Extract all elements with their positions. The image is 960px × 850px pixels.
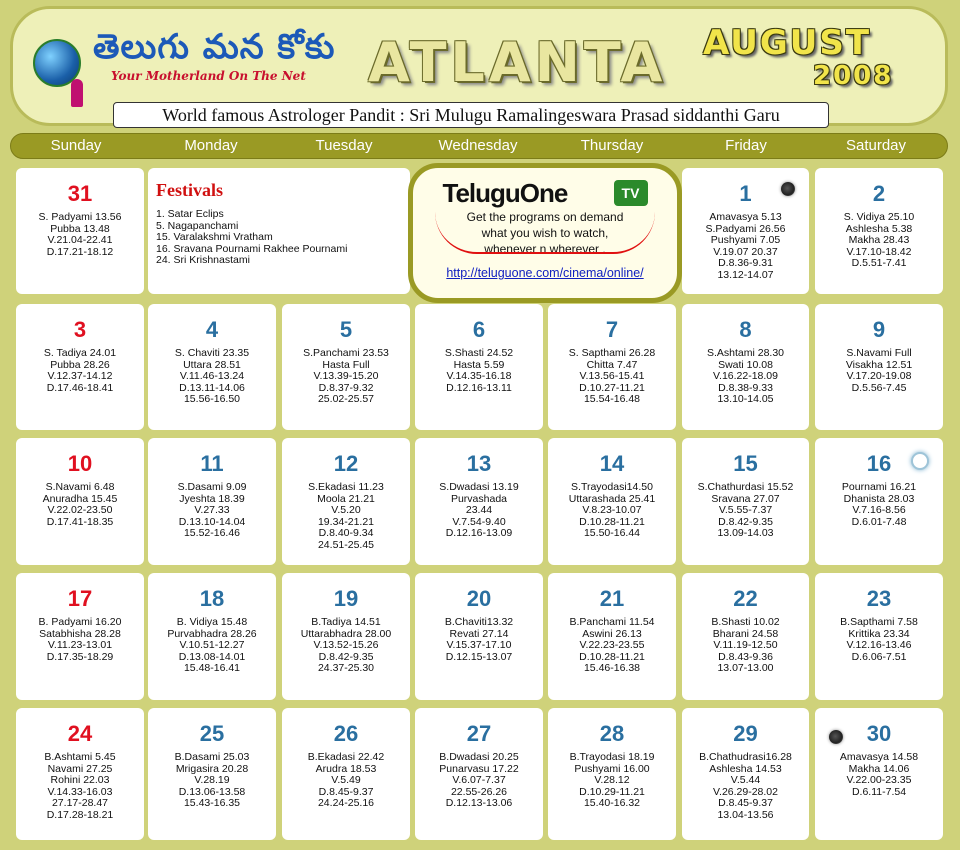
day-number: 18 — [199, 586, 225, 611]
day-panchang — [16, 212, 144, 258]
panchang-line: Bharani 24.58 — [712, 627, 779, 640]
day-number: 26 — [333, 721, 359, 746]
panchang-line: B.Dwadasi 20.25 — [439, 751, 519, 763]
panchang-line: V.14.35-16.18 — [446, 370, 512, 382]
weekday-header — [10, 133, 948, 159]
day-cell-22 — [682, 573, 809, 700]
panchang-line: B.Tadiya 14.51 — [311, 616, 381, 628]
panchang-line: V.22.02-23.50 — [47, 504, 113, 516]
panchang-line: V.13.52-15.26 — [313, 639, 379, 651]
day-panchang — [682, 617, 809, 675]
panchang-line: V.19.07 20.37 — [713, 245, 778, 258]
day-cell-24 — [16, 708, 144, 840]
day-cell-30 — [815, 708, 943, 840]
panchang-line: D.8.40-9.34 — [318, 527, 374, 539]
panchang-line: D.5.51-7.41 — [851, 257, 907, 269]
day-number: 14 — [599, 451, 625, 476]
panchang-line: Dhanista 28.03 — [843, 492, 915, 505]
day-cell-29 — [682, 708, 809, 840]
day-panchang — [16, 348, 144, 394]
panchang-line: D.17.35-18.29 — [46, 650, 114, 663]
panchang-line: Uttara 28.51 — [183, 358, 241, 371]
panchang-line: 13.09-14.03 — [717, 527, 774, 539]
panchang-line: D.17.21-18.12 — [46, 245, 114, 258]
panchang-line: Satabhisha 28.28 — [39, 627, 121, 640]
panchang-line: S. Tadiya 24.01 — [43, 347, 117, 359]
panchang-line: D.5.56-7.45 — [851, 381, 907, 394]
panchang-line: B.Dasami 25.03 — [174, 751, 250, 763]
day-panchang — [16, 617, 144, 663]
panchang-line: Mrigasira 20.28 — [175, 762, 249, 775]
panchang-line: D.17.28-18.21 — [46, 808, 114, 821]
weekday-saturday: Saturday — [845, 137, 907, 154]
panchang-line: Amavasya 5.13 — [709, 211, 782, 223]
panchang-line: S. Sapthami 26.28 — [568, 347, 656, 359]
day-number: 22 — [733, 586, 758, 611]
panchang-line: D.8.45-9.37 — [718, 797, 773, 809]
day-cell-31 — [16, 168, 144, 294]
day-cell-5 — [282, 304, 410, 430]
panchang-line: Sravana 27.07 — [711, 492, 780, 505]
day-cell-3 — [16, 304, 144, 430]
panchang-line: Pubba 28.26 — [50, 358, 110, 371]
panchang-line: Uttarashada 25.41 — [568, 492, 656, 505]
day-cell-6 — [415, 304, 543, 430]
day-cell-16 — [815, 438, 943, 565]
new-moon-icon — [829, 730, 843, 744]
panchang-line: S.Ekadasi 11.23 — [308, 481, 384, 493]
day-panchang — [548, 617, 676, 675]
panchang-line: D.10.28-11.21 — [579, 515, 645, 528]
panchang-line: V.5.20 — [331, 504, 361, 516]
panchang-line: S.Navami 6.48 — [45, 481, 115, 493]
panchang-line: 24.24-25.16 — [317, 797, 375, 809]
day-cell-23 — [815, 573, 943, 700]
day-number: 6 — [472, 317, 486, 342]
day-cell-20 — [415, 573, 543, 700]
panchang-line: D.8.42-9.35 — [318, 650, 374, 663]
day-cell-19 — [282, 573, 410, 700]
site-tagline: Your Motherland On The Net — [111, 69, 306, 83]
panchang-line: 15.52-16.46 — [183, 527, 241, 539]
day-number: 20 — [466, 586, 492, 611]
day-panchang — [282, 617, 410, 675]
panchang-line: B. Vidiya 15.48 — [176, 616, 248, 628]
day-number: 28 — [599, 721, 625, 746]
panchang-line: 22.55-26.26 — [450, 785, 508, 798]
day-number: 15 — [733, 451, 758, 476]
day-cell-26 — [282, 708, 410, 840]
day-cell-27 — [415, 708, 543, 840]
panchang-line: V.22.23-23.55 — [579, 639, 645, 651]
festival-item: 15. Varalakshmi Vratham — [156, 231, 273, 243]
panchang-line: S.Shasti 24.52 — [444, 347, 514, 359]
panchang-line: V.5.55-7.37 — [718, 504, 773, 516]
panchang-line: D.6.06-7.51 — [851, 650, 907, 663]
panchang-line: V.28.19 — [194, 774, 230, 786]
panchang-line: Pushyami 7.05 — [710, 234, 781, 246]
panchang-line: B.Trayodasi 18.19 — [569, 751, 655, 763]
panchang-line: 15.48-16.41 — [183, 662, 241, 674]
panchang-line: Krittika 23.34 — [848, 627, 910, 640]
panchang-line: Makha 28.43 — [848, 234, 910, 246]
day-panchang — [682, 348, 809, 406]
day-number: 4 — [205, 317, 219, 342]
day-number: 8 — [739, 317, 752, 342]
panchang-line: B.Panchami 11.54 — [569, 616, 655, 628]
day-panchang — [682, 752, 809, 821]
panchang-line: V.15.37-17.10 — [446, 639, 512, 651]
panchang-line: V.11.19-12.50 — [713, 639, 778, 651]
day-cell-15 — [682, 438, 809, 565]
header-banner — [10, 6, 948, 126]
panchang-line: 15.46-16.38 — [583, 662, 641, 674]
panchang-line: Anuradha 15.45 — [42, 492, 118, 505]
day-number: 21 — [599, 586, 625, 611]
day-number: 23 — [866, 586, 892, 611]
panchang-line: V.13.39-15.20 — [313, 370, 379, 382]
panchang-line: S.Navami Full — [846, 347, 912, 359]
panchang-line: Jyeshta 18.39 — [179, 492, 245, 505]
panchang-line: D.10.27-11.21 — [579, 381, 645, 394]
weekday-tuesday: Tuesday — [315, 137, 373, 154]
panchang-line: V.17.20-19.08 — [846, 370, 912, 382]
day-number: 10 — [67, 451, 93, 476]
panchang-line: V.7.54-9.40 — [452, 515, 506, 528]
panchang-line: 13.10-14.05 — [717, 393, 774, 405]
day-number: 27 — [466, 721, 492, 746]
day-panchang — [148, 617, 276, 675]
panchang-line: Rohini 22.03 — [50, 774, 110, 786]
day-panchang — [282, 752, 410, 810]
panchang-line: D.6.11-7.54 — [851, 785, 907, 798]
day-panchang — [282, 482, 410, 551]
day-panchang — [415, 617, 543, 663]
panchang-line: 15.54-16.48 — [583, 393, 641, 405]
panchang-line: Swati 10.08 — [718, 358, 773, 371]
panchang-line: B.Chaviti13.32 — [444, 616, 514, 628]
day-number: 11 — [200, 451, 224, 476]
weekday-wednesday: Wednesday — [438, 137, 518, 154]
new-moon-icon — [781, 182, 795, 196]
panchang-line: V.28.12 — [594, 774, 630, 786]
panchang-line: Visakha 12.51 — [845, 358, 913, 371]
festivals-title: Festivals — [156, 180, 223, 200]
day-number: 9 — [872, 317, 886, 342]
day-cell-8 — [682, 304, 809, 430]
panchang-line: V.12.37-14.12 — [47, 370, 113, 382]
festivals-box — [148, 168, 410, 294]
panchang-line: B.Ashtami 5.45 — [44, 751, 116, 763]
panchang-line: 15.43-16.35 — [183, 797, 241, 809]
day-panchang — [815, 752, 943, 798]
day-number: 2 — [872, 181, 886, 206]
full-moon-icon — [911, 452, 929, 470]
day-panchang — [548, 482, 676, 540]
day-panchang — [415, 348, 543, 394]
panchang-line: D.8.38-9.33 — [718, 381, 773, 394]
panchang-line: S.Dwadasi 13.19 — [439, 481, 519, 493]
day-panchang — [148, 752, 276, 810]
panchang-line: D.12.15-13.07 — [445, 650, 513, 663]
day-cell-13 — [415, 438, 543, 565]
panchang-line: V.13.56-15.41 — [579, 370, 645, 382]
panchang-line: Purvabhadra 28.26 — [167, 627, 257, 640]
day-cell-9 — [815, 304, 943, 430]
panchang-line: B.Shasti 10.02 — [711, 616, 780, 628]
day-cell-28 — [548, 708, 676, 840]
panchang-line: 24.37-25.30 — [317, 662, 375, 674]
panchang-line: V.5.44 — [730, 774, 761, 786]
day-number: 16 — [866, 451, 892, 476]
panchang-line: S.Padyami 26.56 — [705, 222, 786, 235]
panchang-line: D.17.46-18.41 — [46, 381, 114, 394]
panchang-line: V.21.04-22.41 — [47, 234, 113, 246]
festival-item: 1. Satar Eclips — [156, 208, 224, 220]
day-panchang — [148, 348, 276, 406]
panchang-line: 15.40-16.32 — [583, 797, 641, 809]
panchang-line: S. Chaviti 23.35 — [174, 347, 250, 359]
day-number: 3 — [73, 317, 87, 342]
tv-icon: TV — [614, 180, 648, 206]
panchang-line: D.8.43-9.36 — [718, 650, 773, 663]
panchang-line: Navami 27.25 — [47, 762, 113, 775]
panchang-line: V.8.23-10.07 — [582, 504, 642, 516]
panchang-line: D.13.06-13.58 — [178, 785, 246, 798]
panchang-line: Aswini 26.13 — [582, 627, 642, 640]
panchang-line: D.8.36-9.31 — [718, 257, 773, 269]
day-panchang — [682, 482, 809, 540]
day-cell-11 — [148, 438, 276, 565]
panchang-line: D.12.13-13.06 — [445, 797, 513, 809]
panchang-line: Punarvasu 17.22 — [439, 762, 519, 775]
day-panchang — [815, 617, 943, 663]
panchang-line: S. Padyami 13.56 — [38, 211, 122, 223]
panchang-line: D.6.01-7.48 — [851, 515, 907, 528]
weekday-friday: Friday — [725, 137, 767, 154]
panchang-line: Moola 21.21 — [317, 492, 375, 505]
panchang-line: D.8.37-9.32 — [318, 381, 374, 394]
panchang-line: V.7.16-8.56 — [852, 504, 906, 516]
panchang-line: D.10.28-11.21 — [579, 650, 645, 663]
panchang-line: V.12.16-13.46 — [846, 639, 912, 651]
festival-item: 24. Sri Krishnastami — [156, 254, 250, 266]
day-panchang — [815, 482, 943, 528]
festival-item: 16. Sravana Pournami Rakhee Pournami — [156, 242, 348, 255]
panchang-line: Amavasya 14.58 — [839, 751, 919, 763]
day-cell-7 — [548, 304, 676, 430]
panchang-line: D.12.16-13.11 — [446, 381, 512, 394]
day-cell-10 — [16, 438, 144, 565]
day-number: 1 — [739, 181, 752, 206]
teluguone-logo-text: TeluguOne — [442, 178, 568, 208]
panchang-line: D.13.10-14.04 — [178, 515, 246, 528]
panchang-line: D.13.11-14.06 — [179, 381, 245, 394]
weekday-monday: Monday — [184, 137, 238, 154]
promo-link[interactable]: http://teluguone.com/cinema/online/ — [446, 266, 644, 280]
panchang-line: Pournami 16.21 — [841, 481, 917, 493]
day-number: 30 — [866, 721, 892, 746]
panchang-line: V.14.33-16.03 — [47, 785, 113, 798]
panchang-line: S.Trayodasi14.50 — [571, 481, 653, 493]
panchang-line: S.Panchami 23.53 — [303, 347, 389, 359]
panchang-line: D.8.42-9.35 — [718, 515, 773, 528]
panchang-line: Chitta 7.47 — [586, 358, 638, 371]
panchang-line: D.12.16-13.09 — [445, 527, 513, 539]
panchang-line: Arudra 18.53 — [315, 762, 377, 775]
panchang-line: B.Chathudrasi16.28 — [699, 751, 792, 763]
panchang-line: V.27.33 — [194, 504, 230, 516]
swoosh-decoration — [435, 212, 655, 254]
panchang-line: Hasta Full — [322, 358, 370, 371]
festivals-list — [156, 209, 410, 267]
promo-line: whenever n wherever . — [484, 242, 606, 256]
day-panchang — [682, 212, 809, 281]
panchang-line: V.5.49 — [331, 774, 361, 786]
day-cell-12 — [282, 438, 410, 565]
day-number: 17 — [67, 586, 93, 611]
astrologer-banner: World famous Astrologer Pandit : Sri Mulugu Ramalingeswara Prasad siddanthi Garu — [113, 102, 829, 128]
day-number: 24 — [67, 721, 93, 746]
panchang-line: Pubba 13.48 — [50, 222, 110, 235]
panchang-line: D.10.29-11.21 — [579, 785, 645, 798]
panchang-line: B. Padyami 16.20 — [38, 616, 122, 628]
panchang-line: 15.50-16.44 — [583, 527, 641, 539]
panchang-line: 23.44 — [465, 504, 493, 516]
panchang-line: Revati 27.14 — [449, 627, 509, 640]
day-number: 29 — [733, 721, 758, 746]
panchang-line: V.6.07-7.37 — [452, 774, 506, 786]
panchang-line: 13.12-14.07 — [717, 268, 774, 281]
promo-line: Get the programs on demand — [466, 210, 624, 224]
day-cell-1 — [682, 168, 809, 294]
panchang-line: D.17.41-18.35 — [46, 515, 114, 528]
panchang-line: B.Sapthami 7.58 — [840, 616, 918, 628]
panchang-line: V.11.46-13.24 — [179, 370, 245, 382]
day-number: 5 — [339, 317, 353, 342]
year-title: 2008 — [813, 61, 894, 91]
day-number: 31 — [67, 181, 93, 206]
day-panchang — [415, 752, 543, 810]
panchang-line: S.Ashtami 28.30 — [706, 347, 785, 359]
festival-item: 5. Nagapanchami — [156, 219, 239, 232]
panchang-line: Makha 14.06 — [848, 762, 910, 775]
panchang-line: Hasta 5.59 — [453, 358, 505, 371]
month-title: AUGUST — [703, 23, 872, 63]
panchang-line: 13.07-13.00 — [717, 662, 774, 674]
day-panchang — [815, 212, 943, 270]
panchang-line: 15.56-16.50 — [183, 393, 241, 405]
panchang-line: B.Ekadasi 22.42 — [307, 751, 385, 763]
day-cell-17 — [16, 573, 144, 700]
day-panchang — [548, 752, 676, 810]
teluguone-tv-promo[interactable] — [408, 163, 682, 303]
day-cell-18 — [148, 573, 276, 700]
day-cell-21 — [548, 573, 676, 700]
panchang-line: Uttarabhadra 28.00 — [300, 627, 392, 640]
panchang-line: 24.51-25.45 — [317, 538, 375, 551]
promo-line: what you wish to watch, — [481, 226, 609, 240]
panchang-line: 25.02-25.57 — [317, 393, 375, 405]
panchang-line: V.16.22-18.09 — [712, 370, 778, 382]
day-panchang — [148, 482, 276, 540]
day-panchang — [815, 348, 943, 394]
day-panchang — [16, 482, 144, 528]
day-panchang — [16, 752, 144, 821]
city-title: ATLANTA — [368, 31, 667, 94]
panchang-line: S. Vidiya 25.10 — [843, 211, 915, 223]
day-cell-14 — [548, 438, 676, 565]
panchang-line: S.Dasami 9.09 — [177, 481, 247, 493]
panchang-line: 13.04-13.56 — [717, 808, 774, 821]
day-panchang — [415, 482, 543, 540]
panchang-line: V.11.23-13.01 — [47, 639, 113, 651]
panchang-line: 27.17-28.47 — [51, 797, 109, 809]
day-number: 25 — [199, 721, 225, 746]
panchang-line: Pushyami 16.00 — [574, 762, 650, 775]
logo-globe-icon[interactable] — [33, 39, 81, 87]
day-cell-4 — [148, 304, 276, 430]
day-cell-2 — [815, 168, 943, 294]
day-number: 12 — [333, 451, 359, 476]
weekday-thursday: Thursday — [580, 137, 644, 154]
panchang-line: D.8.45-9.37 — [318, 785, 374, 798]
weekday-sunday: Sunday — [50, 137, 102, 154]
panchang-line: S.Chathurdasi 15.52 — [697, 481, 794, 493]
panchang-line: Ashlesha 14.53 — [709, 762, 782, 775]
day-number: 7 — [605, 317, 619, 342]
site-logo-text[interactable]: తెలుగు మన కోకు — [93, 27, 336, 67]
day-number: 13 — [466, 451, 492, 476]
panchang-line: Purvashada — [450, 492, 508, 505]
panchang-line: V.22.00-23.35 — [846, 774, 912, 786]
teluguone-logo[interactable] — [443, 178, 648, 208]
day-cell-25 — [148, 708, 276, 840]
day-number: 19 — [333, 586, 359, 611]
panchang-line: V.17.10-18.42 — [846, 245, 912, 258]
panchang-line: V.10.51-12.27 — [179, 639, 245, 651]
panchang-line: Ashlesha 5.38 — [845, 222, 913, 235]
day-panchang — [282, 348, 410, 406]
panchang-line: 19.34-21.21 — [317, 515, 375, 528]
logo-figure-icon — [71, 79, 83, 107]
panchang-line: V.26.29-28.02 — [712, 785, 778, 798]
panchang-line: D.13.08-14.01 — [178, 650, 246, 663]
day-panchang — [548, 348, 676, 406]
